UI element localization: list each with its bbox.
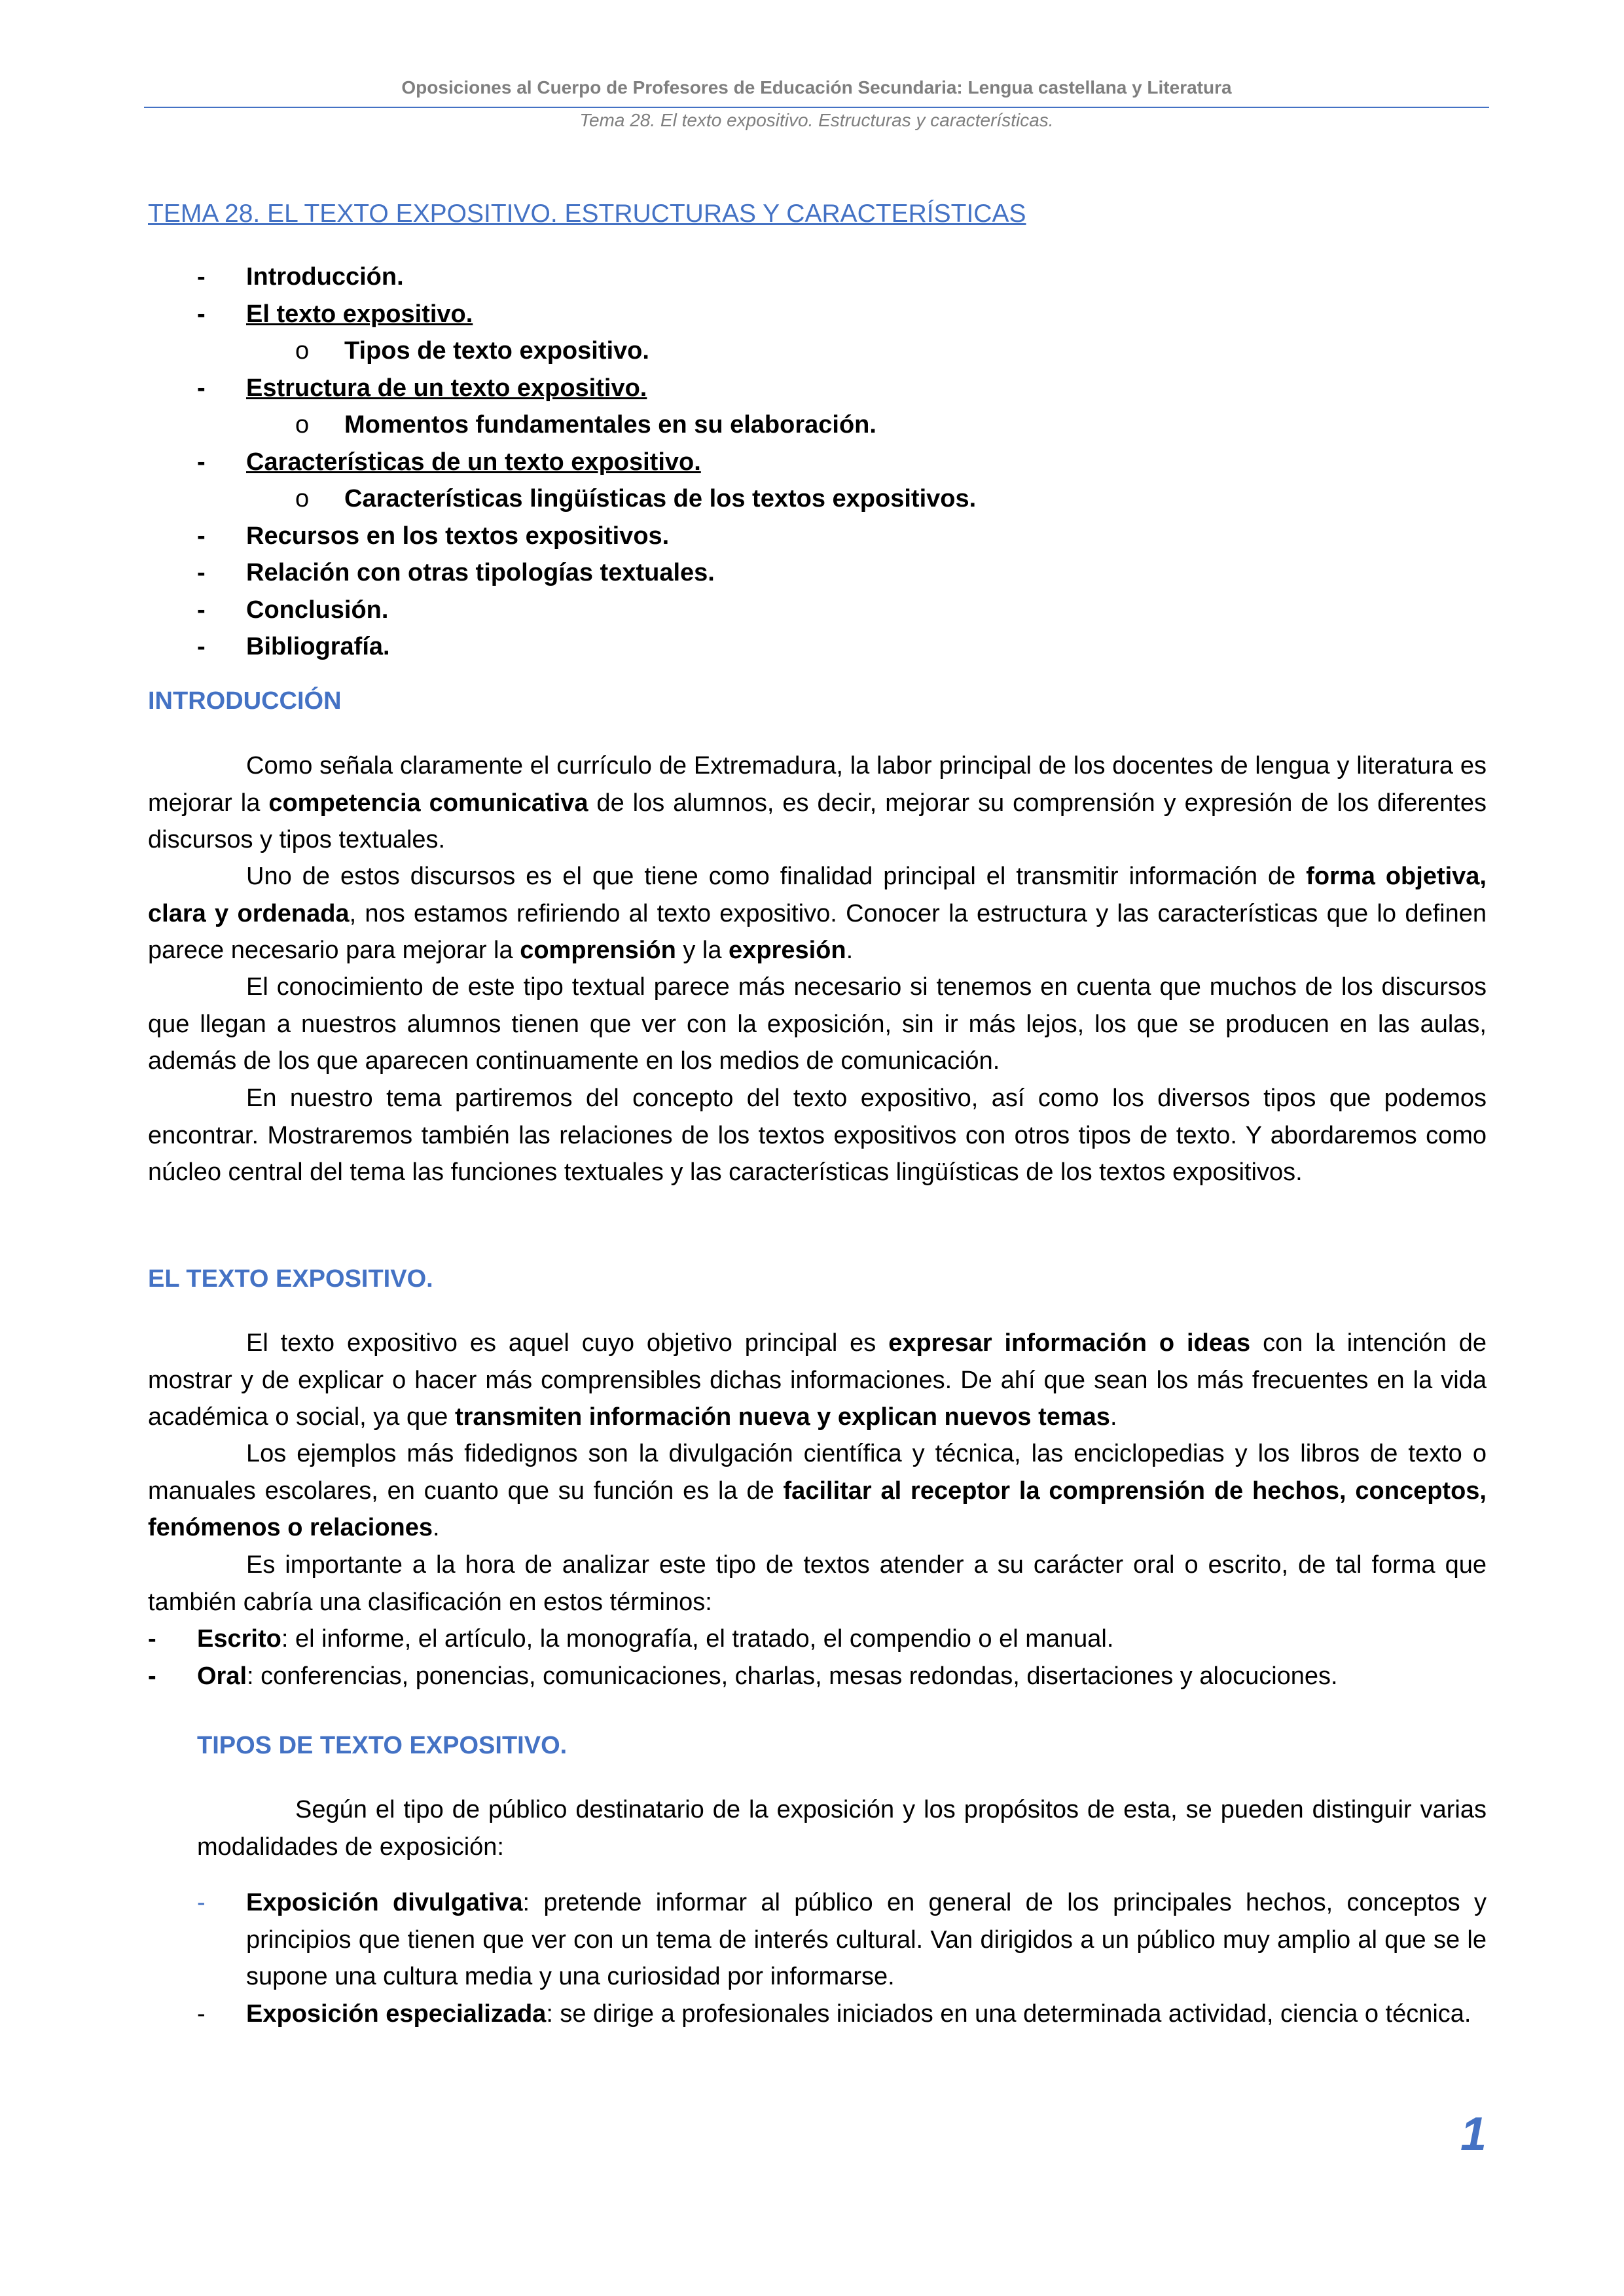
page-number: 1 [1460,2108,1487,2161]
toc-item-label: Bibliografía. [246,633,390,660]
toc-item-label: Introducción. [246,263,404,291]
header-title: Oposiciones al Cuerpo de Profesores de Educación Secundaria: Lengua castellana y Literatura [401,77,1232,98]
paragraph: Como señala claramente el currículo de Extremadura, la labor principal de los docentes de lengua y literatura es mejorar la competencia comunicativa de los alumnos, es decir, mejorar su comprensión y expresión de los diferentes discursos y tipos textuales. [148,752,1487,853]
list-item: - Escrito: el informe, el artículo, la monografía, el tratado, el compendio o el manual. [148,1625,1114,1653]
document-page: Oposiciones al Cuerpo de Profesores de Educación Secundaria: Lengua castellana y Literatura Tema 28. El texto expositivo. Estructuras y características. TEMA 28. EL TEXTO EXPOSITIVO. ESTRUCTURAS Y CARACTERÍSTICAS - Introducción. - El texto expositivo. o Tipos de texto expositivo. - Estructura de un texto expositivo. o Momentos fundamentales en su elaboración. - Características de un texto expositivo. o Características lingüísticas de los textos expositivos. - Recursos en los textos expositivos. - Relación con otras tipologías textuales. - Conclusión. - Bibliografía. INTRODUCCIÓN Como señala claramente el currículo de Extremadura, la labor principal de los docentes de lengua y literatura es mejorar la competencia comunicativa de los alumnos, es decir, mejorar su comprensión y expresión de los diferentes discursos y tipos textuales. Uno de estos discursos es el que tiene como finalidad principal el transmitir información de forma objetiva, clara y ordenada, nos estamos refiriendo al texto expositivo. Conocer la estructura y las características que lo definen parece necesario para mejorar la comprensión y la expresión. El conocimiento de este tipo textual parece más necesario si tenemos en cuenta que muchos de los discursos que llegan a nuestros alumnos tienen que ver con la exposición, sin ir más lejos, los que se producen en las aulas, además de los que aparecen continuamente en los medios de comunicación. En nuestro tema partiremos del concepto del texto expositivo, así como los diversos tipos que podemos encontrar. Mostraremos también las relaciones de los textos expositivos con otros tipos de texto. Y abordaremos como núcleo central del tema las funciones textuales y las características lingüísticas de los textos expositivos. EL TEXTO EXPOSITIVO. El texto expositivo es aquel cuyo objetivo principal es expresar información o ideas con la intención de mostrar y de explicar o hacer más comprensibles dichas informaciones. De ahí que sean los más frecuentes en la vida académica o social, ya que transmiten información nueva y explican nuevos temas. Los ejemplos más fidedignos son la divulgación científica y técnica, las enciclopedias y los libros de texto o manuales escolares, en cuanto que su función es la de facilitar al receptor la comprensión de hechos, conceptos, fenómenos o relaciones. Es importante a la hora de analizar este tipo de textos atender a su carácter oral o escrito, de tal forma que también cabría una clasificación en estos términos: - Escrito: el informe, el artículo, la monografía, el tratado, el compendio o el manual. - Oral: conferencias, ponencias, comunicaciones, charlas, mesas redondas, disertaciones y alocuciones. TIPOS DE TEXTO EXPOSITIVO. Según el tipo de público destinatario de la exposición y los propósitos de esta, se pueden distinguir varias modalidades de exposición: - Exposición divulgativa: pretende informar al público en general de los principales hechos, conceptos y principios que tienen que ver con un tema de interés cultural. Van dirigidos a un público muy amplio al que se le supone una cultura media y una curiosidad por informarse. - Exposición especializada: se dirige a profesionales iniciados en una determinada actividad, ciencia o técnica. 1 [0,0,1624,2296]
paragraph: Uno de estos discursos es el que tiene como finalidad principal el transmitir información de forma objetiva, clara y ordenada, nos estamos refiriendo al texto expositivo. Conocer la estructura y las características que lo definen parece necesario para mejorar la comprensión y la expresión. [148,863,1487,964]
toc-subitem-label: Momentos fundamentales en su elaboración. [344,411,876,439]
header-divider [144,107,1489,108]
list-item: - Exposición especializada: se dirige a profesionales iniciados en una determinada actividad, ciencia o técnica. [197,2000,1471,2028]
paragraph: En nuestro tema partiremos del concepto del texto expositivo, así como los diversos tipos que podemos encontrar. Mostraremos también las relaciones de los textos expositivos con otros tipos de texto. Y abordaremos como núcleo central del tema las funciones textuales y las características lingüísticas de los textos expositivos. [148,1085,1487,1186]
toc-subitem-label: Tipos de texto expositivo. [344,337,649,365]
toc-item-label: Relación con otras tipologías textuales. [246,559,715,586]
list-item: - Exposición divulgativa: pretende informar al público en general de los principales hechos, conceptos y principios que tienen que ver con un tema de interés cultural. Van dirigidos a un público muy amplio al que se le supone una cultura media y una curiosidad por informarse. [197,1889,1487,1990]
paragraph: Los ejemplos más fidedignos son la divulgación científica y técnica, las enciclopedias y los libros de texto o manuales escolares, en cuanto que su función es la de facilitar al receptor la comprensión de hechos, conceptos, fenómenos o relaciones. [148,1440,1487,1541]
bullet-list [197,1884,1487,2032]
section-heading-tipos: TIPOS DE TEXTO EXPOSITIVO. [197,1732,568,1759]
paragraph: Es importante a la hora de analizar este tipo de textos atender a su carácter oral o escrito, de tal forma que también cabría una clasificación en estos términos: [148,1551,1487,1616]
paragraph: Según el tipo de público destinatario de la exposición y los propósitos de esta, se pueden distinguir varias modalidades de exposición: [197,1796,1487,1861]
toc-subitem-label: Características lingüísticas de los textos expositivos. [344,485,977,512]
bullet-list [148,1621,1487,1695]
list-item: - Oral: conferencias, ponencias, comunicaciones, charlas, mesas redondas, disertaciones y alocuciones. [148,1662,1338,1690]
toc-item-label: Recursos en los textos expositivos. [246,522,670,550]
toc-item-label: El texto expositivo. [246,300,473,328]
paragraph: El texto expositivo es aquel cuyo objetivo principal es expresar información o ideas con la intención de mostrar y de explicar o hacer más comprensibles dichas informaciones. De ahí que sean los más frecuentes en la vida académica o social, ya que transmiten información nueva y explican nuevos temas. [148,1329,1487,1431]
toc-item-label: Características de un texto expositivo. [246,448,701,476]
section-heading-introduccion: INTRODUCCIÓN [148,687,342,715]
topic-heading: TEMA 28. EL TEXTO EXPOSITIVO. ESTRUCTURAS Y CARACTERÍSTICAS [148,200,1026,228]
paragraph: El conocimiento de este tipo textual parece más necesario si tenemos en cuenta que muchos de los discursos que llegan a nuestros alumnos tienen que ver con la exposición, sin ir más lejos, los que se producen en las aulas, además de los que aparecen continuamente en los medios de comunicación. [148,973,1487,1075]
toc-item-label: Estructura de un texto expositivo. [246,374,647,402]
section-heading-texto-expositivo: EL TEXTO EXPOSITIVO. [148,1265,433,1293]
toc-item-label: Conclusión. [246,596,389,624]
header-subtitle: Tema 28. El texto expositivo. Estructuras y características. [579,110,1054,130]
